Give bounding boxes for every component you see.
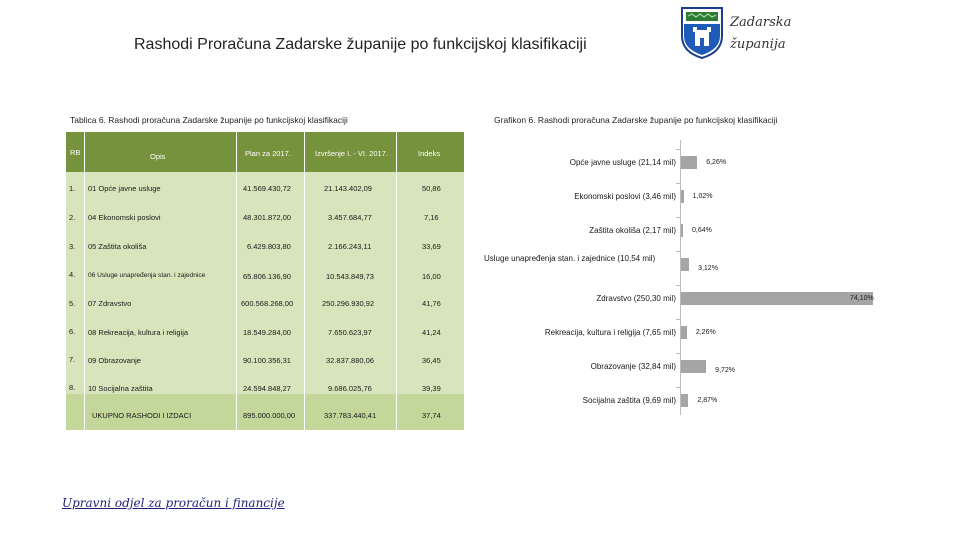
row-indeks: 33,69 (422, 242, 441, 251)
row-plan: 6.429.803,80 (247, 242, 291, 251)
chart-tick (676, 149, 680, 150)
chart-bar (681, 156, 697, 169)
row-rb: 7. (69, 355, 76, 364)
row-izvrsenje: 10.543.849,73 (326, 272, 374, 281)
chart-value-label: 0,64% (692, 227, 712, 234)
row-izvrsenje: 21.143.402,09 (324, 184, 372, 193)
chart-bar (681, 224, 683, 237)
row-plan: 600.568.268,00 (241, 299, 294, 308)
row-opis: 04 Ekonomski poslovi (88, 213, 161, 222)
table-caption: Tablica 6. Rashodi proračuna Zadarske županije po funkcijskoj klasifikaciji (70, 115, 348, 125)
total-label: UKUPNO RASHODI I IZDACI (92, 411, 192, 420)
chart-axis (680, 140, 681, 415)
total-izvrsenje: 337.783.440,41 (324, 411, 377, 420)
row-indeks: 41,76 (422, 299, 441, 308)
chart-category-label: Obrazovanje (32,84 mil) (590, 362, 676, 371)
chart-tick (676, 217, 680, 218)
row-indeks: 36,45 (422, 356, 441, 365)
row-indeks: 7,16 (424, 213, 439, 222)
header-opis: Opis (150, 152, 166, 161)
row-rb: 3. (69, 242, 76, 251)
chart-bar (681, 190, 684, 203)
row-izvrsenje: 3.457.684,77 (328, 213, 372, 222)
row-rb: 5. (69, 299, 76, 308)
chart-bar (681, 292, 873, 305)
chart-tick (676, 387, 680, 388)
header-rb: RB (70, 148, 81, 157)
header-indeks: Indeks (418, 149, 441, 158)
chart-category-label: Socijalna zaštita (9,69 mil) (582, 396, 676, 405)
row-indeks: 16,00 (422, 272, 441, 281)
row-rb: 2. (69, 213, 76, 222)
row-plan: 41.569.430,72 (243, 184, 291, 193)
row-izvrsenje: 32.837.880,06 (326, 356, 374, 365)
total-plan: 895.000.000,00 (243, 411, 296, 420)
row-izvrsenje: 9.686.025,76 (328, 384, 372, 393)
row-opis: 05 Zaštita okoliša (88, 242, 147, 251)
row-rb: 4. (69, 270, 76, 279)
chart-value-label: 2,87% (697, 397, 718, 404)
row-izvrsenje: 7.650.623,97 (328, 328, 372, 337)
row-opis: 07 Zdravstvo (88, 299, 132, 308)
row-plan: 65.806.136,90 (243, 272, 291, 281)
row-plan: 24.594.848,27 (243, 384, 291, 393)
header-plan: Plan za 2017. (245, 149, 291, 158)
chart-value-label: 1,02% (692, 193, 713, 200)
header-izvrsenje: Izvršenje I. - VI. 2017. (315, 149, 388, 158)
logo-text-line1: Zadarska (730, 15, 792, 30)
logo-text-line2: županija (730, 37, 786, 52)
chart-category-label: Ekonomski poslovi (3,46 mil) (574, 192, 676, 201)
page-title: Rashodi Proračuna Zadarske županije po funkcijskoj klasifikaciji (134, 36, 587, 53)
chart-value-label: 9,72% (715, 367, 736, 374)
chart-category-label: Usluge unapređenja stan. i zajednice (10,54 mil) (484, 254, 656, 263)
row-plan: 48.301.872,00 (243, 213, 291, 222)
row-izvrsenje: 250.296.930,92 (322, 299, 375, 308)
chart-value-label: 74,10% (850, 295, 874, 302)
logo-text (730, 12, 791, 56)
row-plan: 90.100.356,31 (243, 356, 291, 365)
chart-tick (676, 353, 680, 354)
chart-bar (681, 258, 689, 271)
row-rb: 1. (69, 184, 76, 193)
row-opis: 09 Obrazovanje (88, 356, 141, 365)
chart-value-label: 3,12% (698, 265, 718, 272)
chart-bar (681, 394, 688, 407)
chart-bar (681, 326, 687, 339)
bar-chart (480, 140, 900, 420)
row-opis: 10 Socijalna zaštita (88, 384, 153, 393)
chart-tick (676, 319, 680, 320)
chart-category-label: Zaštita okoliša (2,17 mil) (589, 226, 676, 235)
coat-of-arms-icon (680, 6, 724, 60)
row-opis: 08 Rekreacija, kultura i religija (88, 328, 189, 337)
chart-caption: Grafikon 6. Rashodi proračuna Zadarske županije po funkcijskoj klasifikaciji (494, 115, 778, 125)
row-izvrsenje: 2.166.243,11 (328, 242, 372, 251)
expenditure-table (66, 132, 464, 430)
row-indeks: 39,39 (422, 384, 441, 393)
total-indeks: 37,74 (422, 411, 441, 420)
row-rb: 6. (69, 327, 76, 336)
row-indeks: 50,86 (422, 184, 441, 193)
chart-category-label: Rekreacija, kultura i religija (7,65 mil) (544, 328, 676, 337)
row-rb: 8. (69, 383, 76, 392)
chart-value-label: 2,26% (695, 329, 716, 336)
chart-tick (676, 251, 680, 252)
chart-category-label: Zdravstvo (250,30 mil) (596, 294, 676, 303)
row-plan: 18.549.284,00 (243, 328, 291, 337)
row-opis: 01 Opće javne usluge (88, 184, 161, 193)
chart-bar (681, 360, 706, 373)
footer-department-link[interactable]: Upravni odjel za proračun i financije (62, 496, 285, 510)
chart-tick (676, 285, 680, 286)
row-opis: 06 Usluge unapređenja stan. i zajednice (88, 272, 206, 279)
row-indeks: 41,24 (422, 328, 441, 337)
chart-value-label: 6,26% (706, 159, 727, 166)
chart-category-label: Opće javne usluge (21,14 mil) (569, 158, 676, 167)
chart-tick (676, 183, 680, 184)
